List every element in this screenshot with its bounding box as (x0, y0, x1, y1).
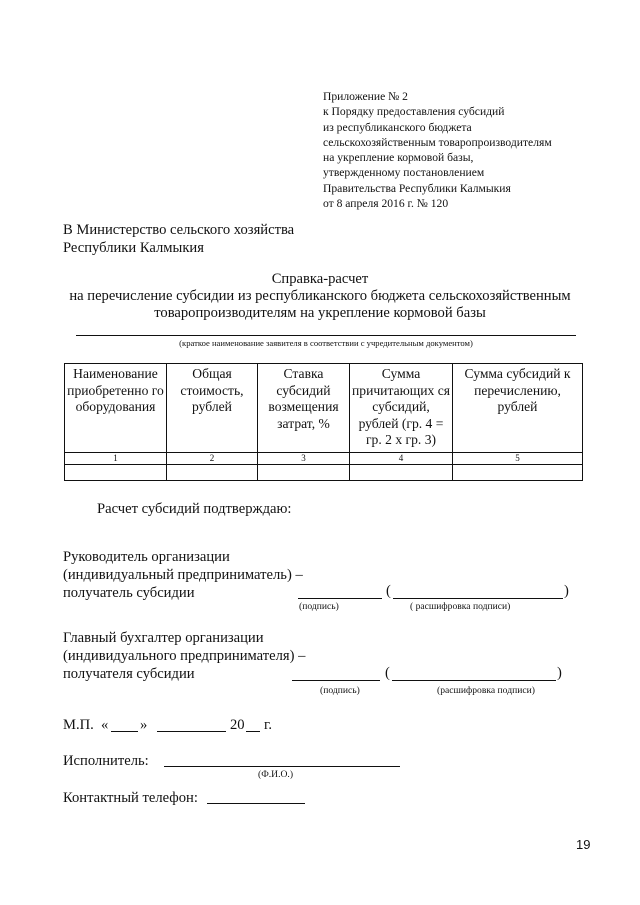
date-day-line[interactable] (111, 731, 138, 732)
table-cell[interactable] (65, 465, 167, 481)
appendix-line: Приложение № 2 (323, 90, 408, 103)
appendix-line: Правительства Республики Калмыкия (323, 181, 511, 195)
confirm-text: Расчет субсидий подтверждаю: (97, 501, 292, 517)
table-cell[interactable] (453, 465, 583, 481)
date-year-prefix: 20 (230, 717, 245, 733)
executor-name-line[interactable] (164, 766, 400, 767)
appendix-line: на укрепление кормовой базы, (323, 151, 474, 165)
accountant-signature-label (63, 629, 305, 683)
column-number: 1 (65, 453, 167, 465)
head-sign-caption: (подпись) (299, 601, 339, 612)
table-header-cell: Сумма субсидий к перечислению, рублей (453, 364, 583, 453)
head-signature-line[interactable] (298, 598, 382, 599)
accountant-line: Главный бухгалтер организации (63, 630, 264, 646)
column-number: 4 (350, 453, 453, 465)
date-close-quote: » (140, 717, 148, 733)
page-number: 19 (576, 837, 591, 852)
accountant-decode-close-paren: ) (557, 665, 562, 681)
accountant-sign-caption: (подпись) (320, 685, 360, 696)
table-cell[interactable] (258, 465, 350, 481)
applicant-caption: (краткое наименование заявителя в соответствии с учредительным документом) (179, 338, 473, 348)
column-number: 3 (258, 453, 350, 465)
head-line: Руководитель организации (63, 549, 230, 565)
head-signature-label (63, 548, 303, 602)
column-number: 5 (453, 453, 583, 465)
accountant-decode-caption: (расшифровка подписи) (437, 685, 535, 696)
title-line: товаропроизводителям на укрепление кормовой базы (154, 305, 486, 321)
head-decode-caption: ( расшифровка подписи) (410, 601, 511, 612)
accountant-decode-open-paren: ( (385, 665, 390, 681)
table-row (65, 465, 583, 481)
addressee (63, 221, 294, 257)
column-number: 2 (167, 453, 258, 465)
head-decode-open-paren: ( (386, 583, 391, 599)
appendix-line: из республиканского бюджета (323, 120, 472, 134)
executor-label: Исполнитель: (63, 753, 149, 769)
table-header-cell: Ставка субсидий возмещения затрат, % (258, 364, 350, 453)
table-header-row (65, 364, 583, 453)
date-year-line[interactable] (246, 731, 260, 732)
date-month-line[interactable] (157, 731, 226, 732)
table-header-cell: Наименование приобретенно го оборудования (65, 364, 167, 453)
head-line: получатель субсидии (63, 585, 195, 601)
appendix-line: к Порядку предоставления субсидий (323, 105, 505, 119)
stamp-label: М.П. (63, 717, 94, 733)
phone-label: Контактный телефон: (63, 790, 198, 806)
accountant-decode-line[interactable] (392, 680, 556, 681)
calculation-table (64, 363, 583, 481)
table-number-row (65, 453, 583, 465)
table-cell[interactable] (167, 465, 258, 481)
phone-line[interactable] (207, 803, 305, 804)
appendix-line: сельскохозяйственным товаропроизводителям (323, 135, 552, 149)
appendix-line: от 8 апреля 2016 г. № 120 (323, 197, 449, 211)
title-main: Справка-расчет (271, 271, 369, 287)
addressee-line: В Министерство сельского хозяйства (63, 222, 295, 238)
appendix-block (323, 89, 552, 211)
table-header-cell: Общая стоимость, рублей (167, 364, 258, 453)
date-year-suffix: г. (264, 717, 272, 733)
table-header-cell: Сумма причитающих ся субсидий, рублей (гр. 4 = гр. 2 х гр. 3) (350, 364, 453, 453)
table-cell[interactable] (350, 465, 453, 481)
head-decode-close-paren: ) (564, 583, 569, 599)
appendix-line: утвержденному постановлением (323, 166, 485, 180)
addressee-line: Республики Калмыкия (63, 240, 204, 256)
date-open-quote: « (101, 717, 109, 733)
applicant-name-line[interactable] (76, 335, 576, 336)
document-title (40, 271, 600, 322)
head-decode-line[interactable] (393, 598, 563, 599)
executor-caption: (Ф.И.О.) (258, 769, 294, 780)
accountant-line: получателя субсидии (63, 666, 195, 682)
head-line: (индивидуальный предприниматель) – (63, 567, 303, 583)
accountant-signature-line[interactable] (292, 680, 380, 681)
accountant-line: (индивидуального предпринимателя) – (63, 648, 306, 664)
title-line: на перечисление субсидии из республиканского бюджета сельскохозяйственным (69, 288, 571, 304)
